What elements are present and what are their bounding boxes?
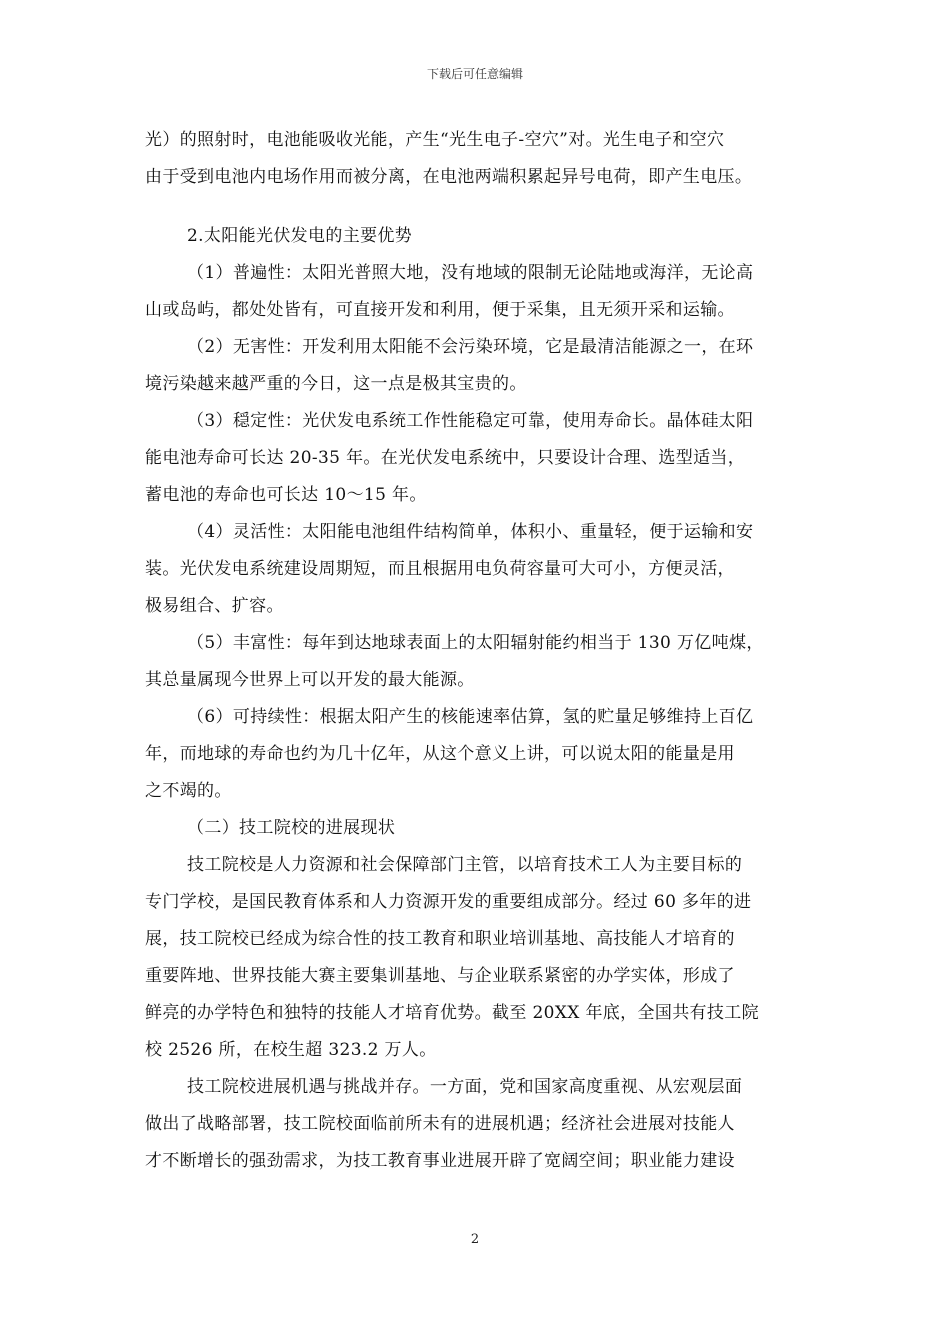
paragraph-line: 山或岛屿，都处处皆有，可直接开发和利用，便于采集，且无须开采和运输。: [145, 300, 735, 320]
paragraph-line: 境污染越来越严重的今日，这一点是极其宝贵的。: [145, 374, 527, 394]
paragraph-line: 装。光伏发电系统建设周期短，而且根据用电负荷容量可大可小，方便灵活，: [145, 559, 735, 579]
paragraph-line: 重要阵地、世界技能大赛主要集训基地、与企业联系紧密的办学实体，形成了: [145, 966, 735, 986]
paragraph-line: （3）穏定性：光伏发电系统工作性能稳定可靠，使用寿命长。晶体硅太阳: [187, 411, 754, 431]
paragraph-line: 展，技工院校已经成为综合性的技工教育和职业培训基地、高技能人才培育的: [145, 929, 735, 949]
page-header: 下载后可任意编辑: [426, 67, 523, 81]
paragraph-gap: [145, 196, 805, 218]
paragraph-line: （4）灵活性：太阳能电池组件结构简单，体积小、重量轻，便于运输和安: [187, 522, 754, 542]
document-body: [145, 122, 805, 1180]
paragraph-line: 校 2526 所，在校生超 323.2 万人。: [145, 1040, 437, 1060]
paragraph-line: 极易组合、扩容。: [145, 596, 284, 616]
paragraph-line: 鲜亮的办学特色和独特的技能人才培育优势。截至 20XX 年底，全国共有技工院: [145, 1003, 759, 1023]
paragraph-line: 做出了战略部署，技工院校面临前所未有的进展机遇；经济社会进展对技能人: [145, 1114, 735, 1134]
section-heading: （二）技工院校的进展现状: [187, 818, 396, 838]
paragraph-line: （6）可持续性：根据太阳产生的核能速率估算，氢的贮量足够维持上百亿: [187, 707, 754, 727]
paragraph-line: 由于受到电池内电场作用而被分离，在电池两端积累起异号电荷，即产生电压。: [145, 167, 753, 187]
paragraph-line: 技工院校是人力资源和社会保障部门主管，以培育技术工人为主要目标的: [187, 855, 743, 875]
paragraph-line: 技工院校进展机遇与挑战并存。一方面，党和国家高度重视、从宏观层面: [187, 1077, 743, 1097]
paragraph-line: （1）普遍性：太阳光普照大地，没有地域的限制无论陆地或海洋，无论高: [187, 263, 754, 283]
paragraph-line: 专门学校，是国民教育体系和人力资源开发的重要组成部分。经过 60 多年的进: [145, 892, 752, 912]
paragraph-line: 能电池寿命可长达 20-35 年。在光伏发电系统中，只要设计合理、选型适当，: [145, 448, 746, 468]
page-number: 2: [470, 1232, 480, 1247]
paragraph-line: 年，而地球的寿命也约为几十亿年，从这个意义上讲，可以说太阳的能量是用: [145, 744, 735, 764]
paragraph-line: （2）无害性：开发利用太阳能不会污染环境，它是最清洁能源之一，在环: [187, 337, 754, 357]
paragraph-line: 才不断增长的强劲需求，为技工教育事业进展开辟了宽阔空间；职业能力建设: [145, 1151, 735, 1171]
section-heading: 2.太阳能光伏发电的主要优势: [187, 226, 413, 246]
paragraph-line: （5）丰富性：每年到达地球表面上的太阳辐射能约相当于 130 万亿吨煤，: [187, 633, 764, 653]
paragraph-line: 之不竭的。: [145, 781, 232, 801]
paragraph-line: 蓄电池的寿命也可长达 10～15 年。: [145, 485, 427, 505]
paragraph-line: 光）的照射时，电池能吸收光能，产生“光生电子-空穴”对。光生电子和空穴: [145, 130, 725, 150]
paragraph-line: 其总量属现今世界上可以开发的最大能源。: [145, 670, 475, 690]
